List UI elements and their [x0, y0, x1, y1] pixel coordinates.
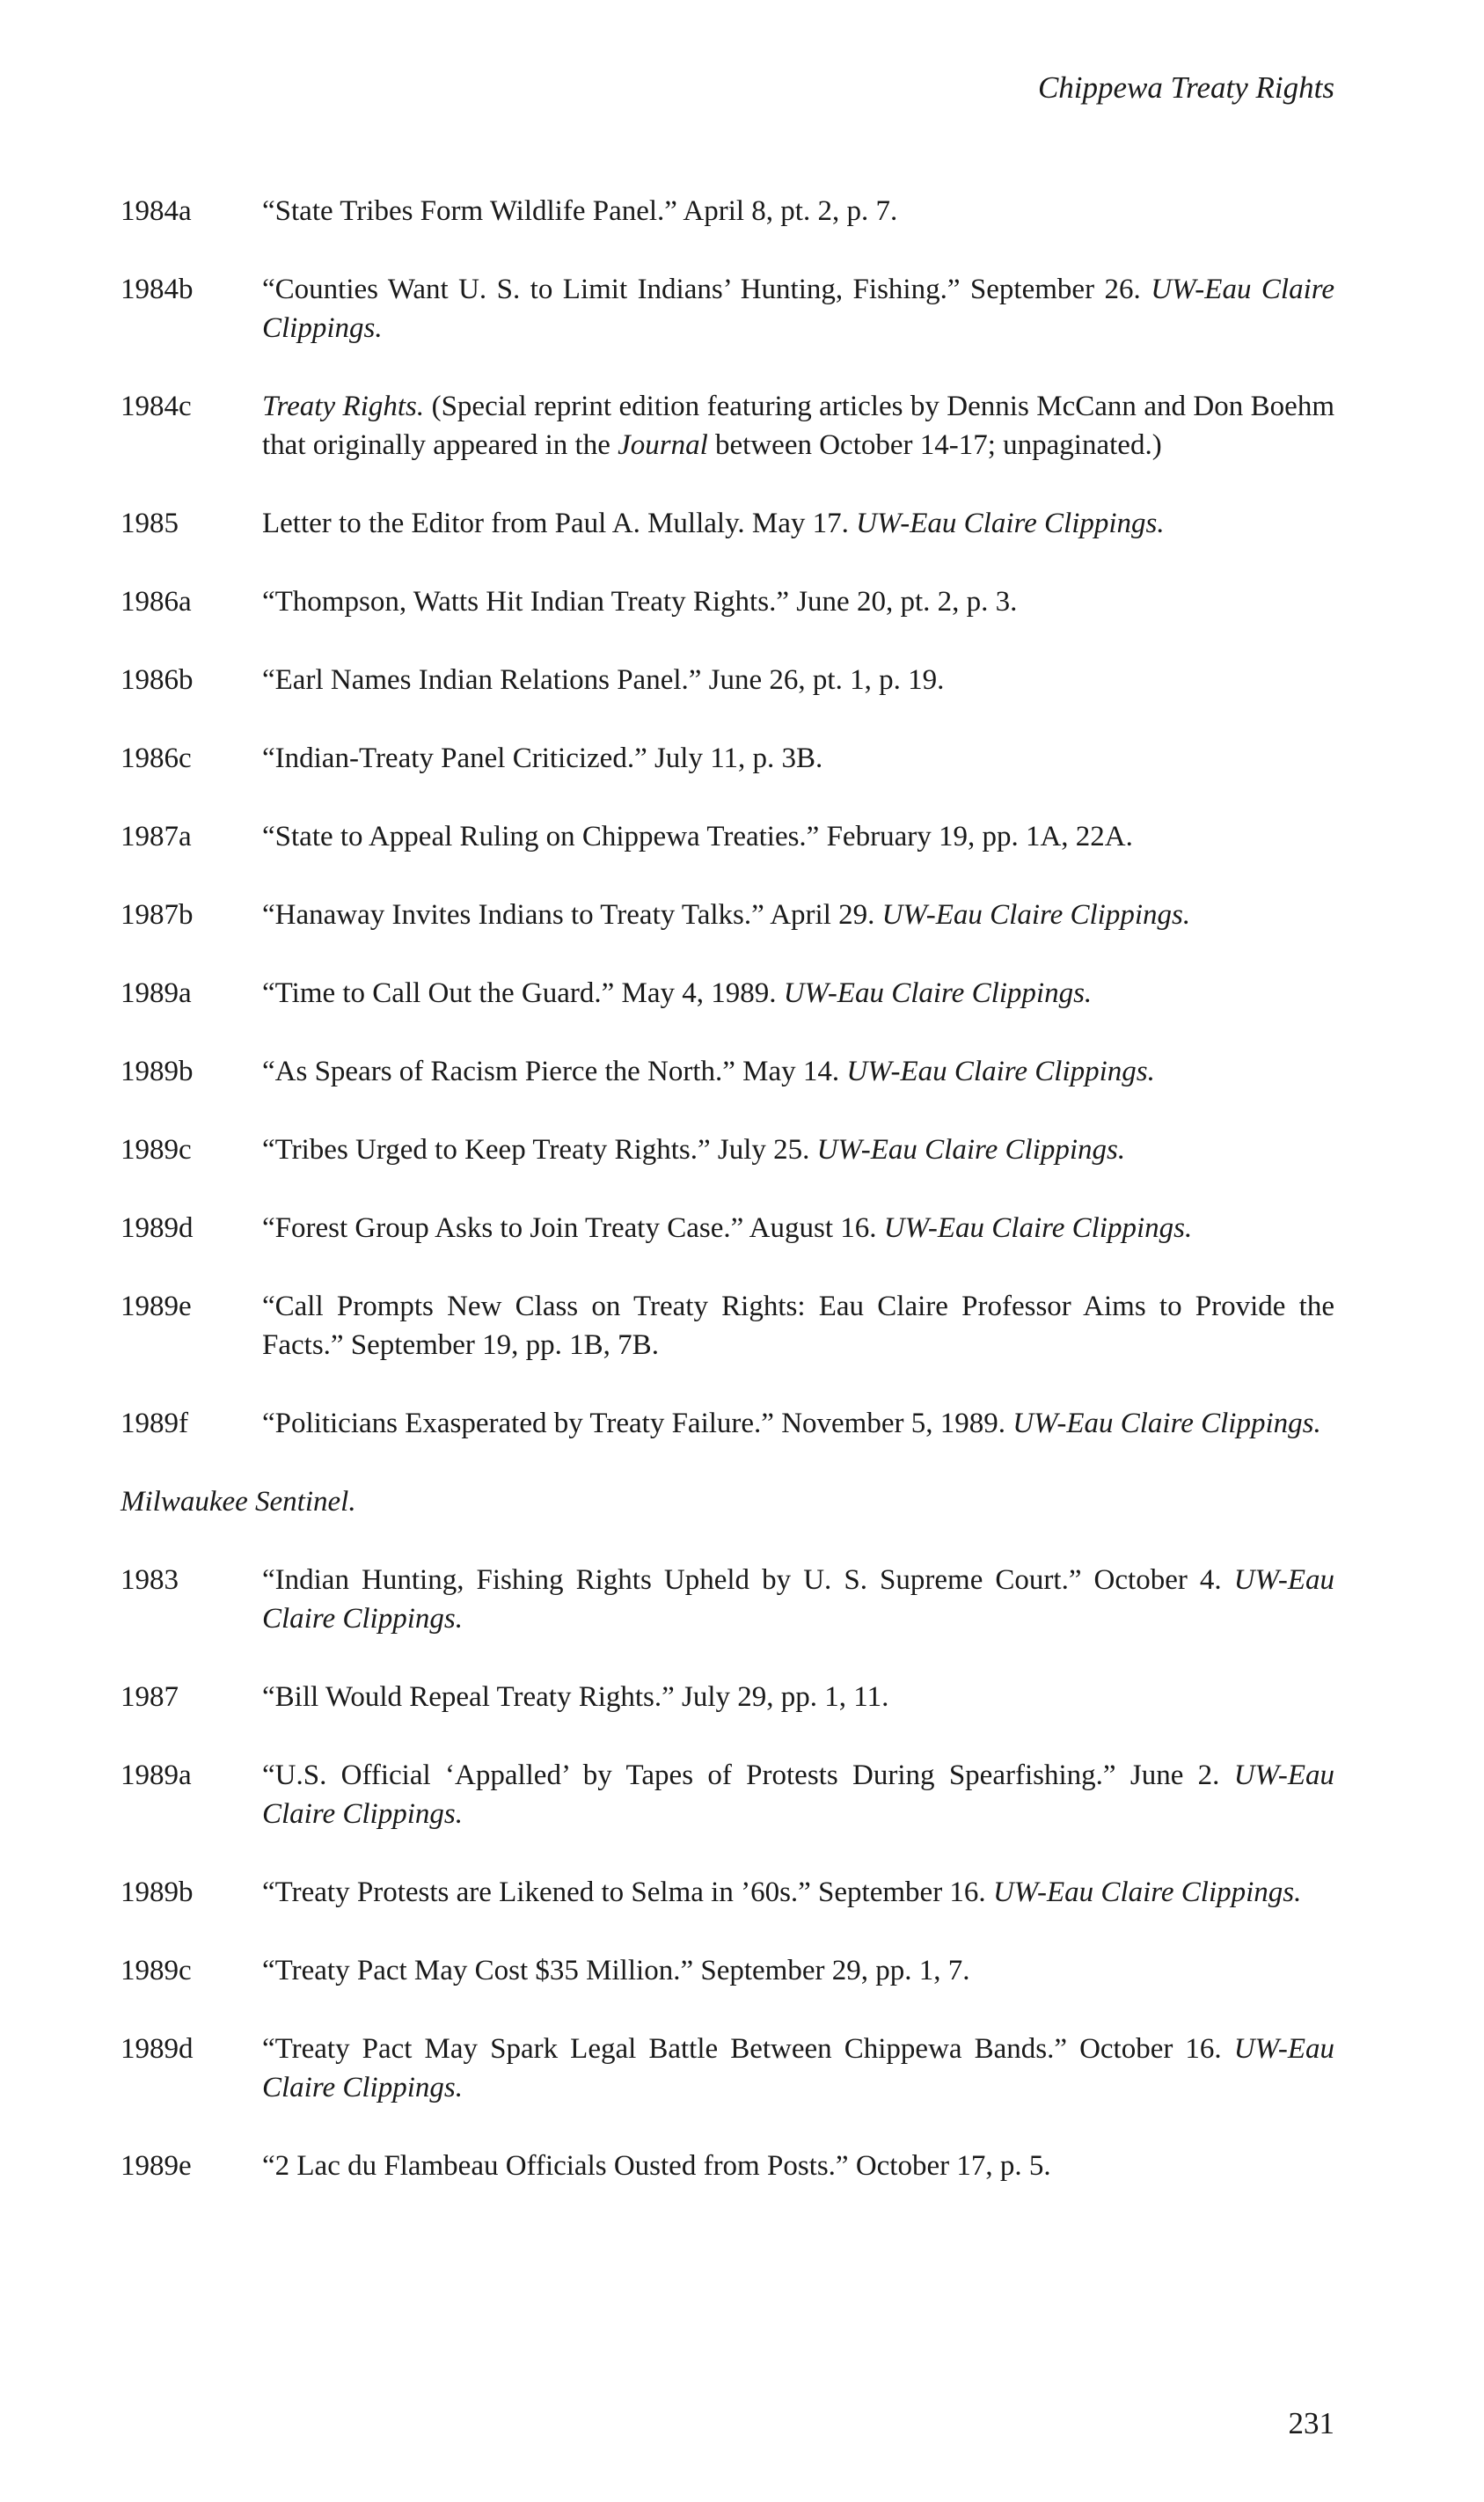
entry-citation [262, 974, 1334, 1013]
running-head-title: Chippewa Treaty Rights [1037, 70, 1334, 105]
bibliography-entry [121, 192, 1334, 230]
citation-italic-segment: Treaty Rights. [262, 391, 425, 422]
bibliography-entry [121, 1951, 1334, 1990]
citation-segment: “State Tribes Form Wildlife Panel.” April 8, pt. 2, p. 7. [262, 195, 898, 227]
bibliography-entry [121, 2147, 1334, 2185]
entry-citation [262, 1052, 1334, 1091]
entry-citation [262, 817, 1334, 856]
citation-segment: “Treaty Pact May Cost $35 Million.” September 29, pp. 1, 7. [262, 1955, 970, 1986]
entry-year: 1989a [121, 977, 192, 1009]
entry-year: 1989f [121, 1408, 188, 1439]
entry-year: 1985 [121, 508, 179, 539]
citation-segment: “State to Appeal Ruling on Chippewa Treaties.” February 19, pp. 1A, 22A. [262, 821, 1133, 852]
citation-italic-segment: UW-Eau Claire Clippings. [262, 1759, 1334, 1830]
entry-year: 1989e [121, 2150, 192, 2182]
citation-italic-segment: UW-Eau Claire Clippings. [1012, 1408, 1321, 1439]
bibliography-entry [121, 1873, 1334, 1912]
citation-segment: “Treaty Pact May Spark Legal Battle Between Chippewa Bands.” October 16. [262, 2033, 1234, 2065]
bibliography-entry [121, 1561, 1334, 1638]
section-heading-milwaukee-sentinel: Milwaukee Sentinel. [121, 1486, 356, 1518]
citation-segment: “Call Prompts New Class on Treaty Rights: Eau Claire Professor Aims to Provide the Facts.” September 19, pp. 1B, 7B. [262, 1291, 1334, 1361]
citation-segment: “2 Lac du Flambeau Officials Ousted from Posts.” October 17, p. 5. [262, 2150, 1051, 2182]
entry-citation [262, 387, 1334, 465]
bibliography-entry [121, 974, 1334, 1013]
entry-citation [262, 192, 1334, 230]
bibliography-entry [121, 2030, 1334, 2107]
citation-segment: “Bill Would Repeal Treaty Rights.” July 29, pp. 1, 11. [262, 1681, 889, 1713]
citation-segment: “Forest Group Asks to Join Treaty Case.” August 16. [262, 1212, 884, 1244]
entry-year: 1984b [121, 274, 194, 305]
bibliography-entry [121, 1130, 1334, 1169]
bibliography-entry [121, 1756, 1334, 1833]
entry-citation [262, 504, 1334, 543]
bibliography-entry [121, 817, 1334, 856]
citation-segment: “Time to Call Out the Guard.” May 4, 1989. [262, 977, 784, 1009]
citation-italic-segment: UW-Eau Claire Clippings. [262, 1564, 1334, 1635]
entry-year: 1983 [121, 1564, 179, 1596]
citation-segment: between October 14-17; unpaginated.) [707, 429, 1162, 461]
citation-italic-segment: UW-Eau Claire Clippings. [883, 1212, 1193, 1244]
bibliography-entry [121, 582, 1334, 621]
entry-citation [262, 1404, 1334, 1443]
citation-segment: “Thompson, Watts Hit Indian Treaty Rights.” June 20, pt. 2, p. 3. [262, 586, 1018, 618]
entry-citation [262, 1756, 1334, 1833]
citation-italic-segment: UW-Eau Claire Clippings. [992, 1876, 1302, 1908]
entry-citation [262, 1873, 1334, 1912]
bibliography-entry [121, 270, 1334, 348]
citation-segment: “Indian Hunting, Fishing Rights Upheld by U. S. Supreme Court.” October 4. [262, 1564, 1234, 1596]
entry-year: 1986b [121, 664, 194, 696]
citation-italic-segment: UW-Eau Claire Clippings. [856, 508, 1165, 539]
entry-year: 1989b [121, 1876, 194, 1908]
entry-citation [262, 1209, 1334, 1247]
citation-segment: (Special reprint edition featuring articles by Dennis McCann and Don Boehm that originally appeared in the [262, 391, 1334, 461]
citation-segment: “Earl Names Indian Relations Panel.” June 26, pt. 1, p. 19. [262, 664, 945, 696]
entry-year: 1989d [121, 1212, 194, 1244]
citation-italic-segment: UW-Eau Claire Clippings. [783, 977, 1093, 1009]
citation-segment: “Politicians Exasperated by Treaty Failure.” November 5, 1989. [262, 1408, 1013, 1439]
entry-year: 1984c [121, 391, 192, 422]
entry-citation [262, 2147, 1334, 2185]
bibliography-entry [121, 387, 1334, 465]
entry-year: 1989d [121, 2033, 194, 2065]
citation-segment: “Hanaway Invites Indians to Treaty Talks.” April 29. [262, 899, 882, 931]
page-number: 231 [1288, 2406, 1334, 2440]
bibliography-entry [121, 739, 1334, 778]
entry-citation [262, 661, 1334, 699]
entry-citation [262, 1130, 1334, 1169]
citation-segment: “U.S. Official ‘Appalled’ by Tapes of Protests During Spearfishing.” June 2. [262, 1759, 1234, 1791]
bibliography-entry [121, 896, 1334, 934]
entry-year: 1986c [121, 743, 192, 774]
citation-italic-segment: UW-Eau Claire Clippings. [816, 1134, 1126, 1166]
entry-year: 1986a [121, 586, 192, 618]
citation-segment: “Treaty Protests are Likened to Selma in ’60s.” September 16. [262, 1876, 993, 1908]
entry-citation [262, 1287, 1334, 1364]
citation-italic-segment: UW-Eau Claire Clippings. [262, 274, 1335, 344]
entry-year: 1987a [121, 821, 192, 852]
journal-entries [121, 192, 1334, 1443]
bibliography-entry [121, 1404, 1334, 1443]
citation-italic-segment: UW-Eau Claire Clippings. [846, 1056, 1155, 1087]
entry-citation [262, 1678, 1334, 1716]
citation-italic-segment: UW-Eau Claire Clippings. [262, 2033, 1334, 2103]
entry-year: 1989e [121, 1291, 192, 1322]
entry-year: 1989b [121, 1056, 194, 1087]
bibliography-list [121, 192, 1334, 2225]
bibliography-entry [121, 1052, 1334, 1091]
entry-year: 1984a [121, 195, 192, 227]
citation-italic-segment: Journal [618, 429, 708, 461]
entry-citation [262, 739, 1334, 778]
bibliography-entry [121, 1209, 1334, 1247]
entry-year: 1989c [121, 1134, 192, 1166]
citation-segment: “Tribes Urged to Keep Treaty Rights.” July 25. [262, 1134, 817, 1166]
citation-segment: “Indian-Treaty Panel Criticized.” July 11, p. 3B. [262, 743, 823, 774]
entry-year: 1987b [121, 899, 194, 931]
entry-citation [262, 1561, 1334, 1638]
bibliography-entry [121, 661, 1334, 699]
entry-citation [262, 1951, 1334, 1990]
bibliography-entry [121, 1287, 1334, 1364]
citation-italic-segment: UW-Eau Claire Clippings. [881, 899, 1191, 931]
bibliography-entry [121, 1678, 1334, 1716]
entry-citation [262, 582, 1334, 621]
bibliography-entry [121, 504, 1334, 543]
citation-segment: “As Spears of Racism Pierce the North.” May 14. [262, 1056, 847, 1087]
citation-segment: “Counties Want U. S. to Limit Indians’ Hunting, Fishing.” September 26. [262, 274, 1151, 305]
entry-citation [262, 896, 1334, 934]
entry-citation [262, 2030, 1334, 2107]
sentinel-entries [121, 1561, 1334, 2185]
citation-segment: Letter to the Editor from Paul A. Mullaly. May 17. [262, 508, 857, 539]
entry-year: 1987 [121, 1681, 179, 1713]
entry-year: 1989c [121, 1955, 192, 1986]
entry-year: 1989a [121, 1759, 192, 1791]
entry-citation [262, 270, 1334, 348]
